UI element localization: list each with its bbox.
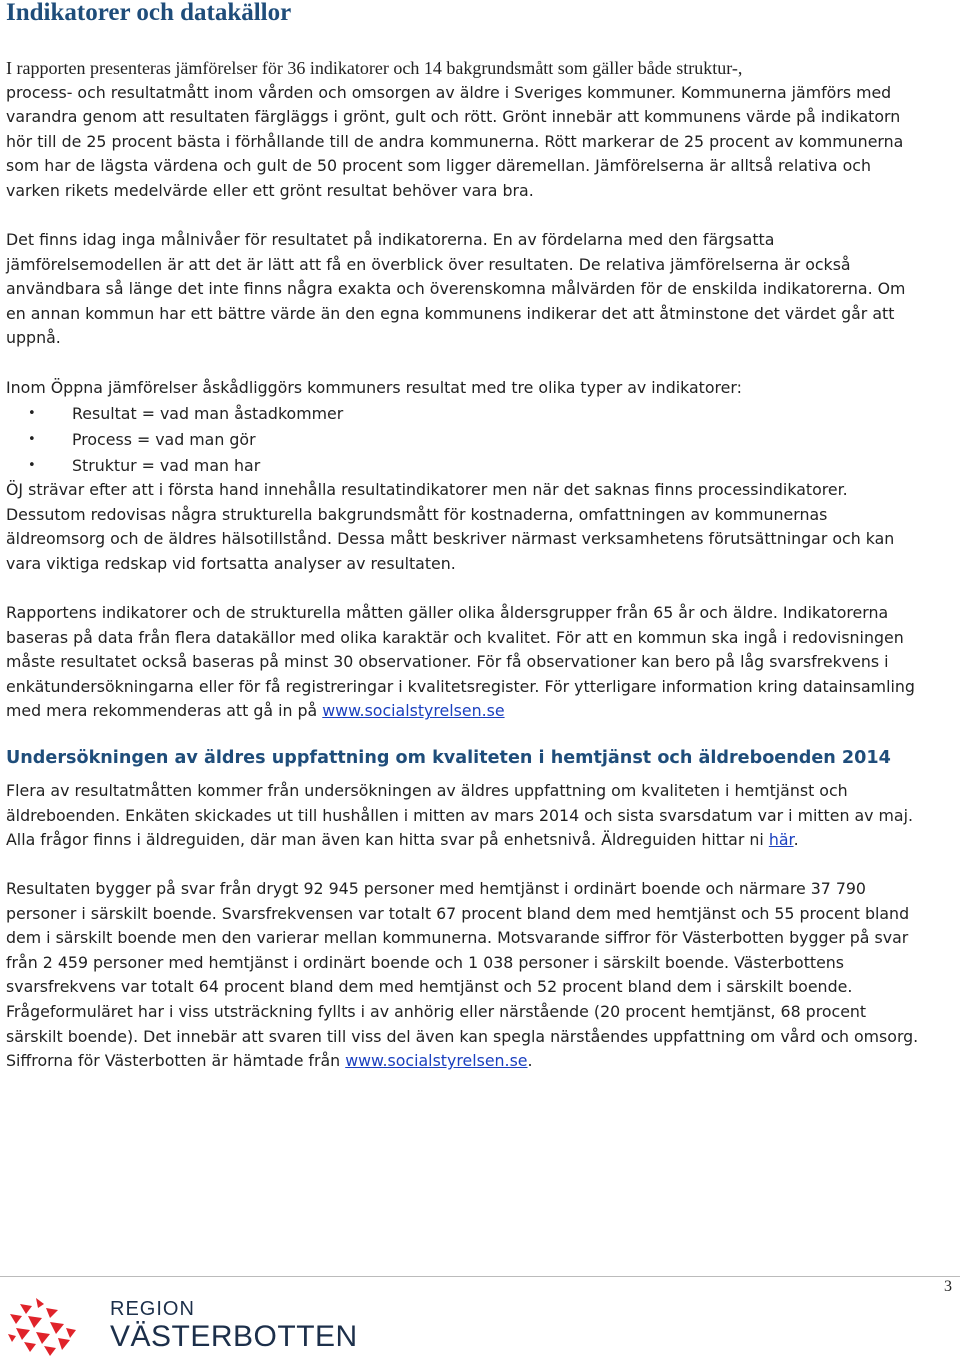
list-item: • Process = vad man gör bbox=[6, 427, 906, 453]
text-line: varandra genom att resultaten färgläggs i grönt, gult och rött. Grönt innebär att kommunens värde på indikatorn bbox=[6, 107, 901, 127]
list-item: • Struktur = vad man har bbox=[6, 453, 906, 479]
text-line: Siffrorna för Västerbotten är hämtade från www.socialstyrelsen.se. bbox=[6, 1051, 533, 1071]
text-line: uppnå. bbox=[6, 328, 61, 348]
text-line: Alla frågor finns i äldreguiden, där man även kan hitta svar på enhetsnivå. Äldreguiden hittar ni här. bbox=[6, 830, 799, 850]
text-line: vara viktiga redskap vid fortsatta analyser av resultaten. bbox=[6, 553, 456, 573]
text-line: Flera av resultatmåtten kommer från undersökningen av äldres uppfattning om kvaliteten i hemtjänst och bbox=[6, 781, 848, 800]
result-indicators-paragraph bbox=[6, 478, 956, 576]
text-line: Resultaten bygger på svar från drygt 92 945 personer med hemtjänst i ordinärt boende och närmare 37 790 bbox=[6, 879, 866, 898]
text-line: med mera rekommenderas att gå in på www.socialstyrelsen.se bbox=[6, 701, 505, 721]
text-line: äldreboenden. Enkäten skickades ut till hushållen i mitten av mars 2014 och sista svarsdatum var i mitten av maj. bbox=[6, 805, 914, 825]
survey-paragraph bbox=[6, 779, 956, 853]
socialstyrelsen-link[interactable]: www.socialstyrelsen.se bbox=[322, 701, 505, 721]
text-line: process- och resultatmått inom vården och omsorgen av äldre i Sveriges kommuner. Kommunerna jämförs med bbox=[6, 82, 892, 102]
indicator-types-intro bbox=[6, 376, 956, 401]
logo-emblem-icon bbox=[6, 1294, 106, 1360]
bullet-icon: • bbox=[28, 432, 36, 447]
text-line: Inom Öppna jämförelser åskådliggörs kommuners resultat med tre olika typer av indikatorer: bbox=[6, 378, 742, 397]
text-line: en annan kommun har ett bättre värde än den egna kommunens indikerar det att åtminstone det värdet går att bbox=[6, 303, 895, 323]
page-number: 3 bbox=[944, 1278, 952, 1295]
text-line: Det finns idag inga målnivåer för resultatet på indikatorerna. En av fördelarna med den färgsatta bbox=[6, 230, 775, 249]
footer-divider bbox=[0, 1276, 960, 1277]
text-line: jämförelsemodellen är att det är lätt att få en överblick över resultaten. De relativa jämförelserna är också bbox=[6, 254, 851, 274]
text-line: Dessutom redovisas några strukturella bakgrundsmått för kostnaderna, omfattningen av kommunernas bbox=[6, 504, 828, 524]
text-line: Frågeformuläret har i viss utsträckning fyllts i av anhörig eller närstående (20 procent hemtjänst, 68 procent bbox=[6, 1001, 867, 1021]
logo-text-vasterbotten: VÄSTERBOTTEN bbox=[110, 1320, 358, 1353]
text-line: varken rikets medelvärde eller ett grönt resultat behöver vara bra. bbox=[6, 180, 534, 200]
text-line: äldreomsorg och de äldres hälsotillstånd. Dessa mått beskriver närmast verksamhetens förutsättningar och kan bbox=[6, 529, 895, 549]
socialstyrelsen-link-2[interactable]: www.socialstyrelsen.se bbox=[345, 1051, 528, 1071]
text-line: I rapporten presenteras jämförelser för 36 indikatorer och 14 bakgrundsmått som gäller både struktur-, bbox=[6, 58, 743, 78]
bullet-icon: • bbox=[28, 458, 36, 473]
text-line: ÖJ strävar efter att i första hand innehålla resultatindikatorer men när det saknas finns processindikatorer. bbox=[6, 480, 848, 499]
text-line: måste resultatet också baseras på minst 30 observationer. För få observationer kan bero på låg svarsfrekvens i bbox=[6, 652, 889, 672]
text-line: hör till de 25 procent bästa i förhållande till de andra kommunerna. Rött markerar de 25 procent av kommunerna bbox=[6, 131, 904, 151]
text-line: svarsfrekvens var totalt 64 procent bland dem med hemtjänst och 52 procent bland dem i särskilt boende. bbox=[6, 977, 853, 997]
section-heading: Undersökningen av äldres uppfattning om kvaliteten i hemtjänst och äldreboenden 2014 bbox=[6, 748, 891, 768]
list-item: • Resultat = vad man åstadkommer bbox=[6, 401, 906, 427]
text-line: från 2 459 personer med hemtjänst i ordinärt boende och 1 038 personer i särskilt boende. Västerbottens bbox=[6, 952, 845, 972]
text-line: baseras på data från flera datakällor med olika karaktär och kvalitet. För att en kommun ska ingå i redovisningen bbox=[6, 627, 904, 647]
text-line: Rapportens indikatorer och de strukturella måtten gäller olika åldersgrupper från 65 år och äldre. Indikatorerna bbox=[6, 603, 889, 622]
survey-results-paragraph bbox=[6, 877, 956, 1074]
page-title: Indikatorer och datakällor bbox=[6, 0, 292, 26]
bullet-icon: • bbox=[28, 406, 36, 421]
region-vasterbotten-logo bbox=[6, 1294, 358, 1360]
age-groups-paragraph bbox=[6, 601, 956, 724]
aldreguiden-link[interactable]: här bbox=[768, 830, 794, 850]
text-line: personer i särskilt boende. Svarsfrekvensen var totalt 67 procent bland dem med hemtjänst och 55 procent bland bbox=[6, 903, 910, 923]
target-levels-paragraph bbox=[6, 228, 956, 351]
text-line: användbara så länge det inte finns några exakta och överenskomna målvärden för de enskilda indikatorerna. Om bbox=[6, 279, 906, 299]
text-line: som har de lägsta värdena och gult de 50 procent som ligger däremellan. Jämförelserna är alltså relativa och bbox=[6, 156, 871, 176]
indicator-types-list bbox=[6, 401, 906, 479]
text-line: enkätundersökningarna eller för få registreringar i kvalitetsregister. För ytterligare information kring datainsamling bbox=[6, 676, 915, 696]
logo-text-region: REGION bbox=[110, 1298, 195, 1320]
text-line: dem i särskilt boende men den varierar mellan kommunerna. Motsvarande siffror för Västerbotten bygger på svar bbox=[6, 928, 909, 948]
text-line: särskilt boende). Det innebär att svaren till viss del även kan spegla närståendes uppfattning om vård och omsorg. bbox=[6, 1026, 919, 1046]
intro-paragraph bbox=[6, 56, 956, 204]
